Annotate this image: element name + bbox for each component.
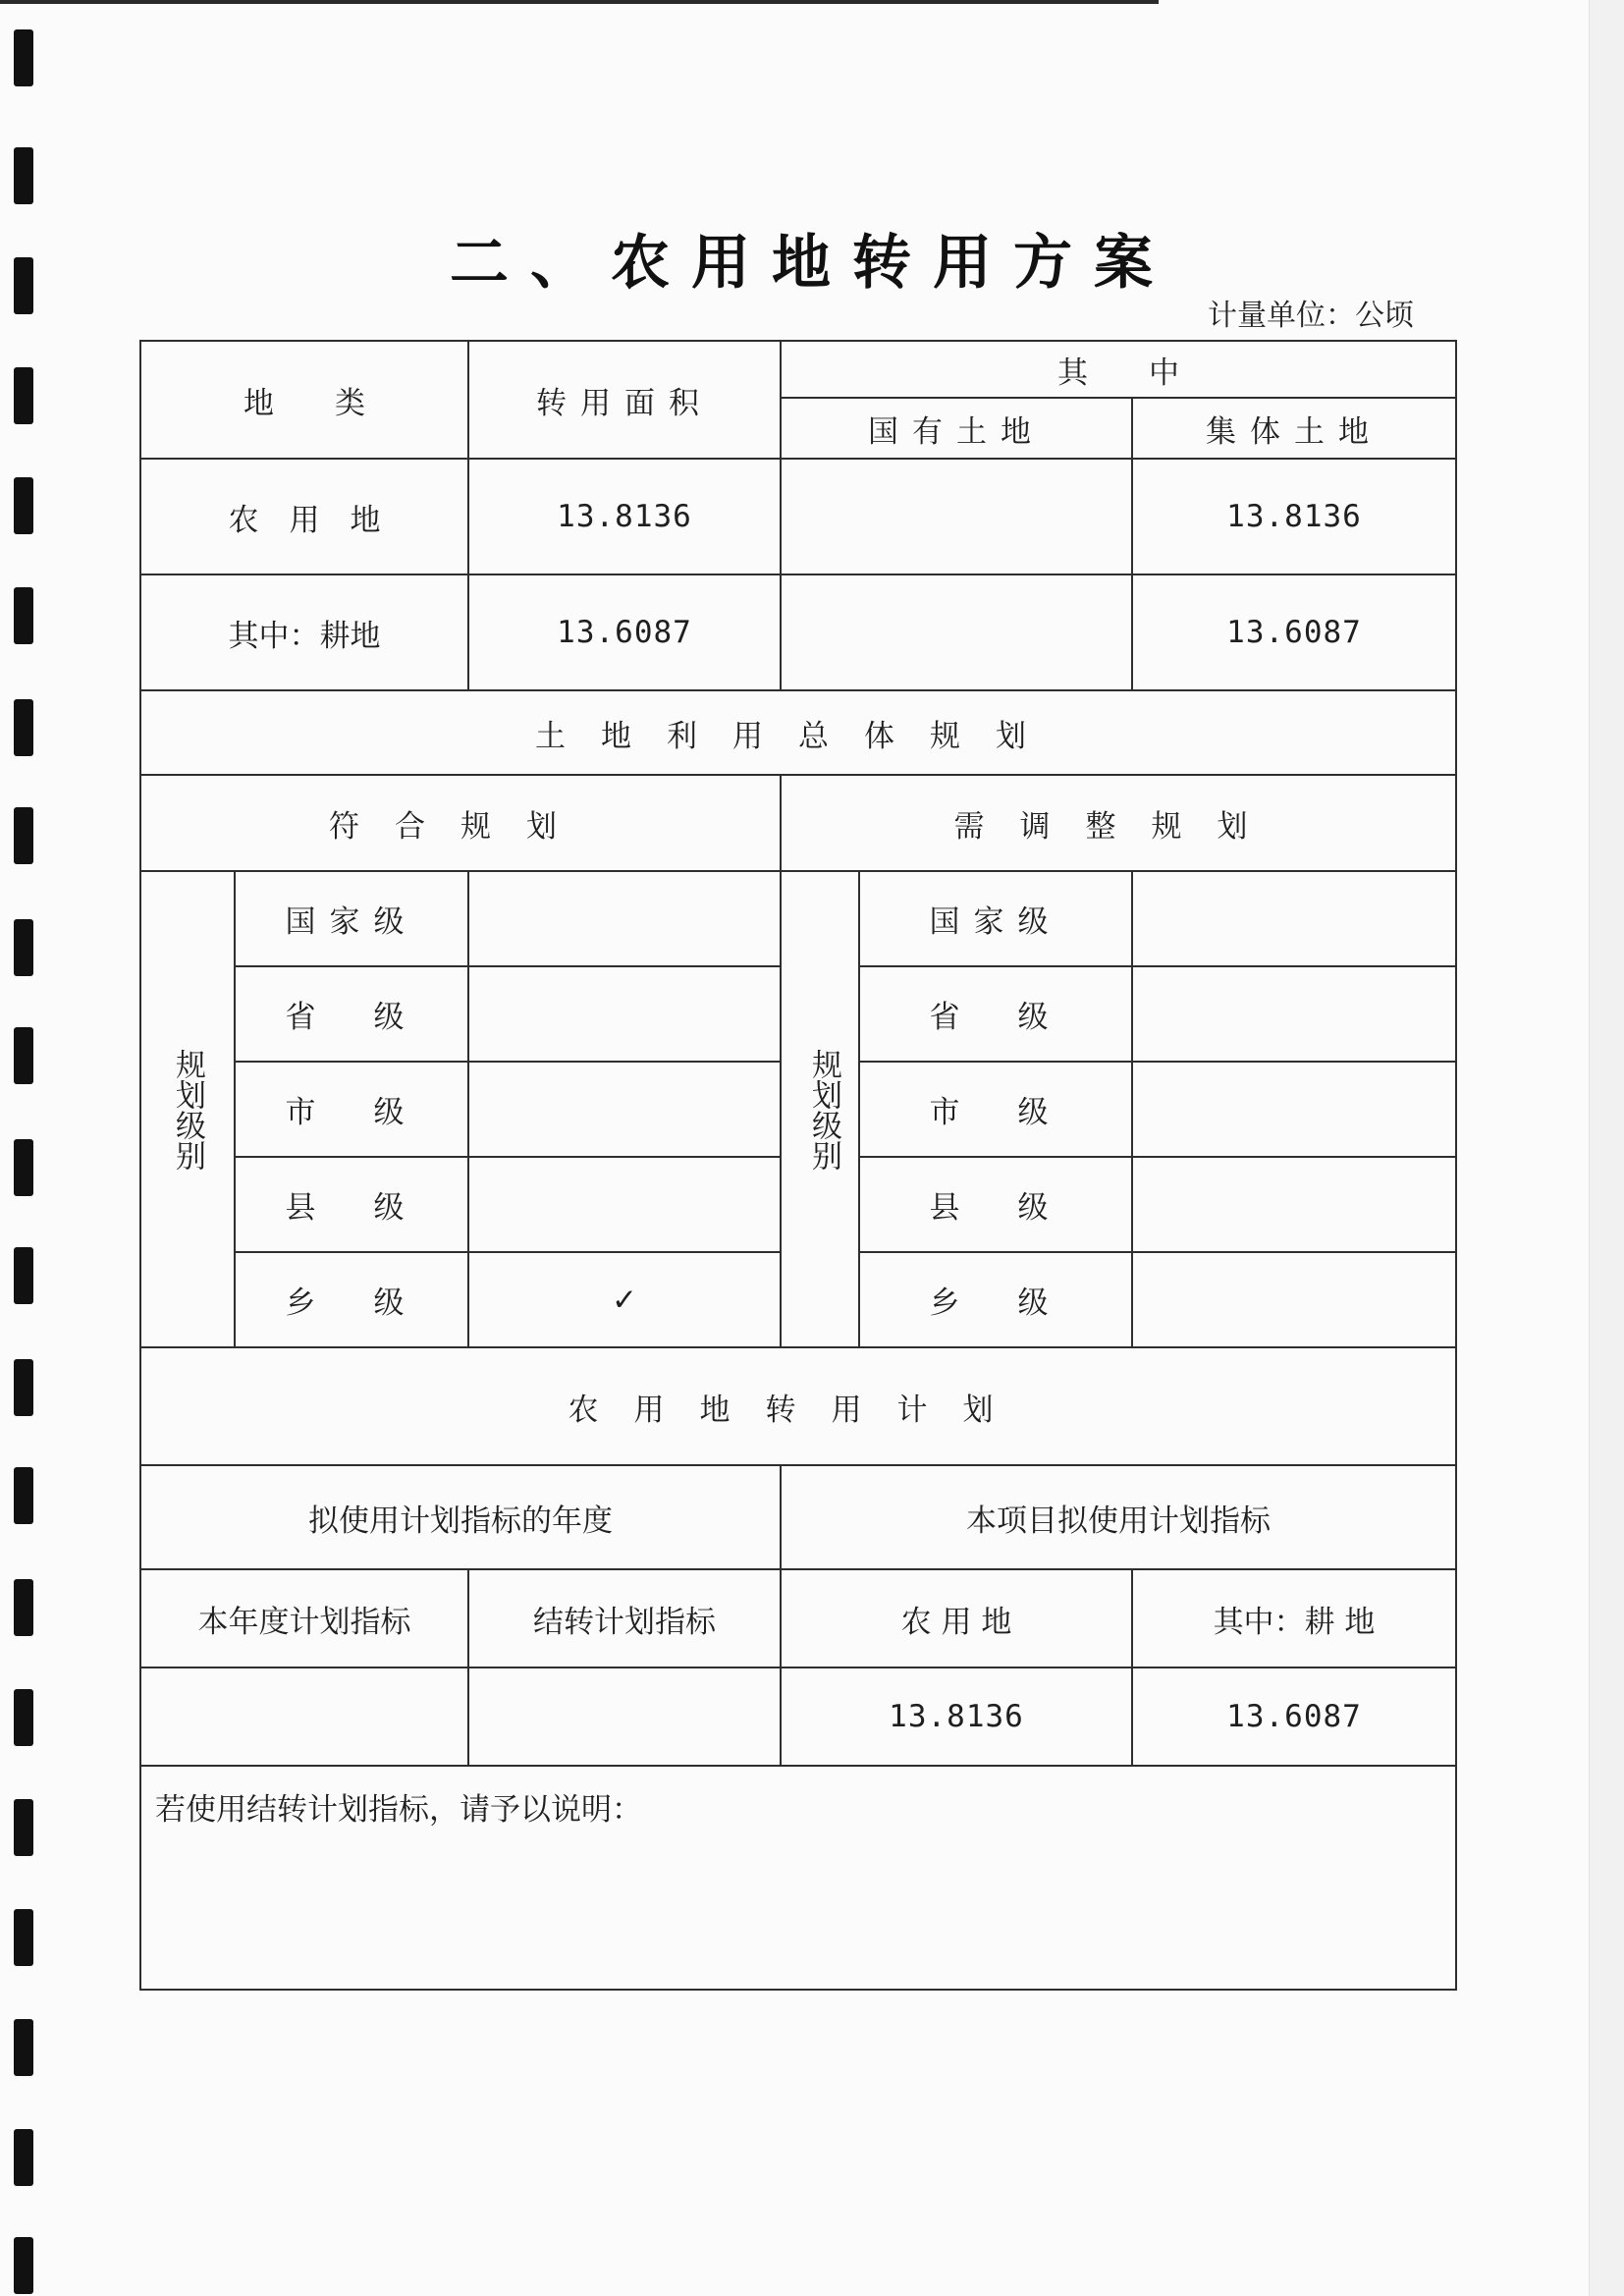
adjust-level-city: 市 级 [859,1062,1132,1157]
header-state-land: 国有土地 [781,398,1132,459]
adjust-level-county: 县 级 [859,1157,1132,1252]
adjust-level-national: 国家级 [859,871,1132,966]
conform-level-county: 县 级 [235,1157,468,1252]
scan-right-margin [1589,0,1624,2296]
cultivated-land-area: 13.6087 [468,574,781,690]
conform-level-national: 国家级 [235,871,468,966]
header-quota-cultivated: 其中：耕 地 [1132,1569,1456,1667]
adjust-value-county [1132,1157,1456,1252]
header-conform-plan: 符合规划 [140,775,781,871]
agricultural-land-area: 13.8136 [468,459,781,574]
binding-holes [14,0,43,2296]
header-project-quota: 本项目拟使用计划指标 [781,1465,1456,1569]
adjust-value-township [1132,1252,1456,1347]
adjust-level-provincial: 省 级 [859,966,1132,1062]
adjust-value-city [1132,1062,1456,1157]
conform-level-township: 乡 级 [235,1252,468,1347]
conform-level-provincial: 省 级 [235,966,468,1062]
conform-value-provincial [468,966,781,1062]
header-carryover-quota: 结转计划指标 [468,1569,781,1667]
quota-cultivated-value: 13.6087 [1132,1667,1456,1766]
row-label-agricultural-land: 农 用 地 [140,459,468,574]
header-land-type: 地 类 [140,341,468,459]
header-of-which: 其 中 [781,341,1456,398]
row-label-cultivated-land: 其中：耕地 [140,574,468,690]
conform-value-county [468,1157,781,1252]
carryover-quota-value [468,1667,781,1766]
header-general-plan: 土地利用总体规划 [140,690,1456,775]
header-adjust-plan: 需调整规划 [781,775,1456,871]
agricultural-land-collective: 13.8136 [1132,459,1456,574]
page-title: 二、农用地转用方案 [450,229,1174,298]
adjust-level-group-label: 规划级别 [781,871,859,1347]
header-collective-land: 集体土地 [1132,398,1456,459]
header-conversion-plan: 农用地转用计划 [140,1347,1456,1465]
conform-value-national [468,871,781,966]
scan-top-edge [0,0,1159,4]
cultivated-land-collective: 13.6087 [1132,574,1456,690]
adjust-level-township: 乡 级 [859,1252,1132,1347]
conform-level-city: 市 级 [235,1062,468,1157]
header-quota-farmland: 农 用 地 [781,1569,1132,1667]
adjust-value-provincial [1132,966,1456,1062]
current-year-quota-value [140,1667,468,1766]
cultivated-land-state [781,574,1132,690]
measure-unit: 计量单位：公顷 [1208,299,1414,333]
header-conversion-area: 转用面积 [468,341,781,459]
conform-value-township-checkmark: ✓ [468,1252,781,1347]
header-current-year-quota: 本年度计划指标 [140,1569,468,1667]
carryover-explanation: 若使用结转计划指标，请予以说明： [140,1766,1456,1990]
adjust-value-national [1132,871,1456,966]
agricultural-land-state [781,459,1132,574]
header-plan-year: 拟使用计划指标的年度 [140,1465,781,1569]
quota-farmland-value: 13.8136 [781,1667,1132,1766]
conform-level-group-label: 规划级别 [140,871,235,1347]
conform-value-city [468,1062,781,1157]
conversion-form-table [139,340,1457,1991]
